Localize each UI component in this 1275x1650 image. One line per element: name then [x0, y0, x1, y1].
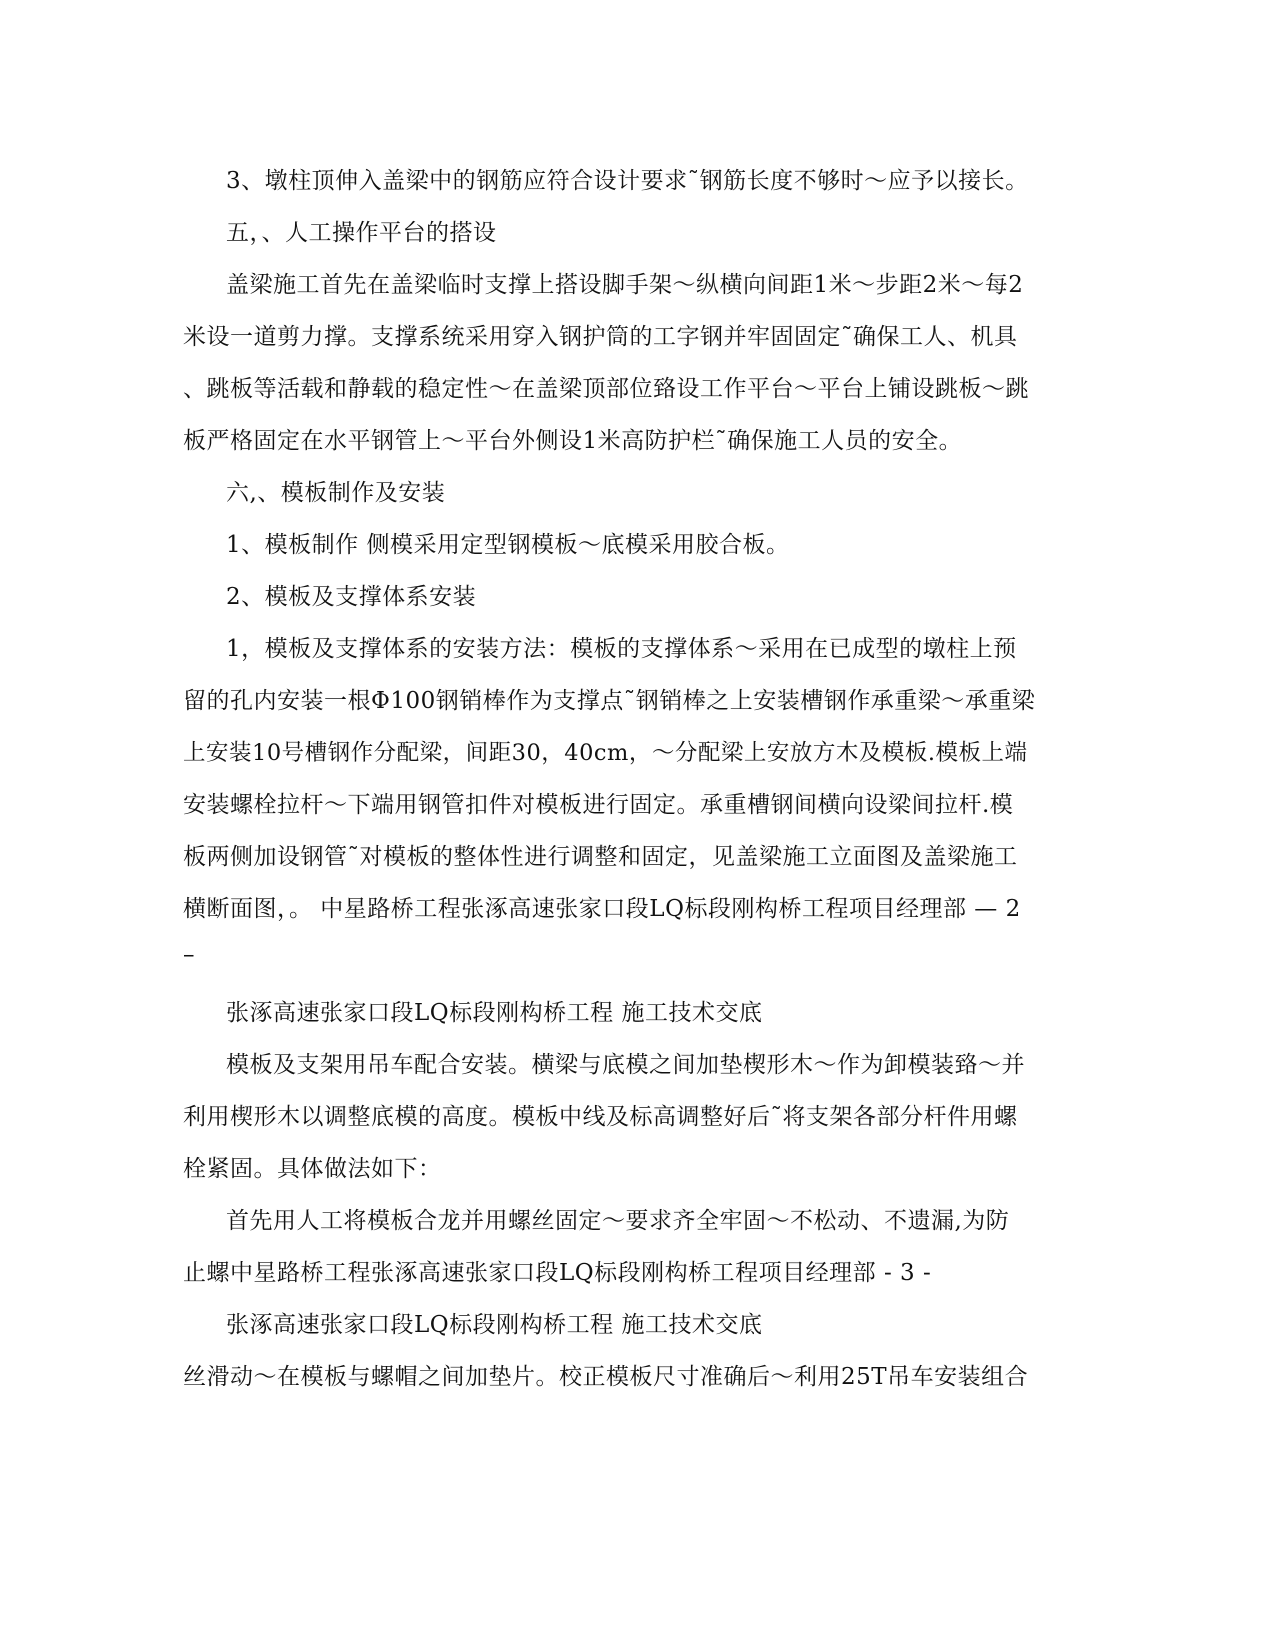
body-text-line: 丝滑动～在模板与螺帽之间加垫片。校正模板尺寸准确后～利用25T吊车安装组合 [183, 1364, 1029, 1390]
body-text-line: 板严格固定在水平钢管上～平台外侧设1米高防护栏˜确保施工人员的安全。 [183, 428, 963, 454]
body-text-line: 板两侧加设钢管˜对模板的整体性进行调整和固定，见盖梁施工立面图及盖梁施工 [183, 844, 1018, 870]
body-text-line: 安装螺栓拉杆～下端用钢管扣件对模板进行固定。承重槽钢间横向设梁间拉杆.模 [183, 792, 1014, 818]
page-header: 张涿高速张家口段LQ标段刚构桥工程 施工技术交底 [226, 1312, 763, 1338]
body-text-line: 米设一道剪力撑。支撑系统采用穿入钢护筒的工字钢并牢固固定˜确保工人、机具 [183, 324, 1018, 350]
body-text-line: 3、墩柱顶伸入盖梁中的钢筋应符合设计要求˜钢筋长度不够时～应予以接长。 [226, 168, 1029, 194]
body-text-line: 1、模板制作 侧模采用定型钢模板～底模采用胶合板。 [226, 532, 790, 558]
body-text-line: 1，模板及支撑体系的安装方法：模板的支撑体系～采用在已成型的墩柱上预 [226, 636, 1017, 662]
section-heading: 五，、人工操作平台的搭设 [226, 220, 497, 246]
body-text-line: 盖梁施工首先在盖梁临时支撑上搭设脚手架～纵横向间距1米～步距2米～每2 [226, 272, 1024, 298]
body-text-line: 利用楔形木以调整底模的高度。模板中线及标高调整好后˜将支架各部分杆件用螺 [183, 1104, 1018, 1130]
body-text-line: 、跳板等活载和静载的稳定性～在盖梁顶部位臵设工作平台～平台上铺设跳板～跳 [183, 376, 1029, 402]
page-header: 张涿高速张家口段LQ标段刚构桥工程 施工技术交底 [226, 1000, 763, 1026]
subsection-heading: 2、模板及支撑体系安装 [226, 584, 477, 610]
page-footer-dash: – [183, 942, 195, 968]
body-text-line: 模板及支架用吊车配合安装。横梁与底模之间加垫楔形木～作为卸模装臵～并 [226, 1052, 1025, 1078]
body-text-line: 栓紧固。具体做法如下： [183, 1156, 442, 1182]
body-text-line: 上安装10号槽钢作分配梁，间距30，40cm，～分配梁上安放方木及模板.模板上端 [183, 740, 1028, 766]
body-text-line: 留的孔内安装一根Φ100钢销棒作为支撑点˜钢销棒之上安装槽钢作承重梁～承重梁 [183, 688, 1036, 714]
body-text-line: 首先用人工将模板合龙并用螺丝固定～要求齐全牢固～不松动、不遗漏,为防 [226, 1208, 1010, 1234]
section-heading: 六,、模板制作及安装 [226, 480, 446, 506]
body-text-line: 止螺中星路桥工程张涿高速张家口段LQ标段刚构桥工程项目经理部 - 3 - [183, 1260, 932, 1286]
body-text-line: 横断面图，。 中星路桥工程张涿高速张家口段LQ标段刚构桥工程项目经理部 — 2 [183, 896, 1021, 922]
